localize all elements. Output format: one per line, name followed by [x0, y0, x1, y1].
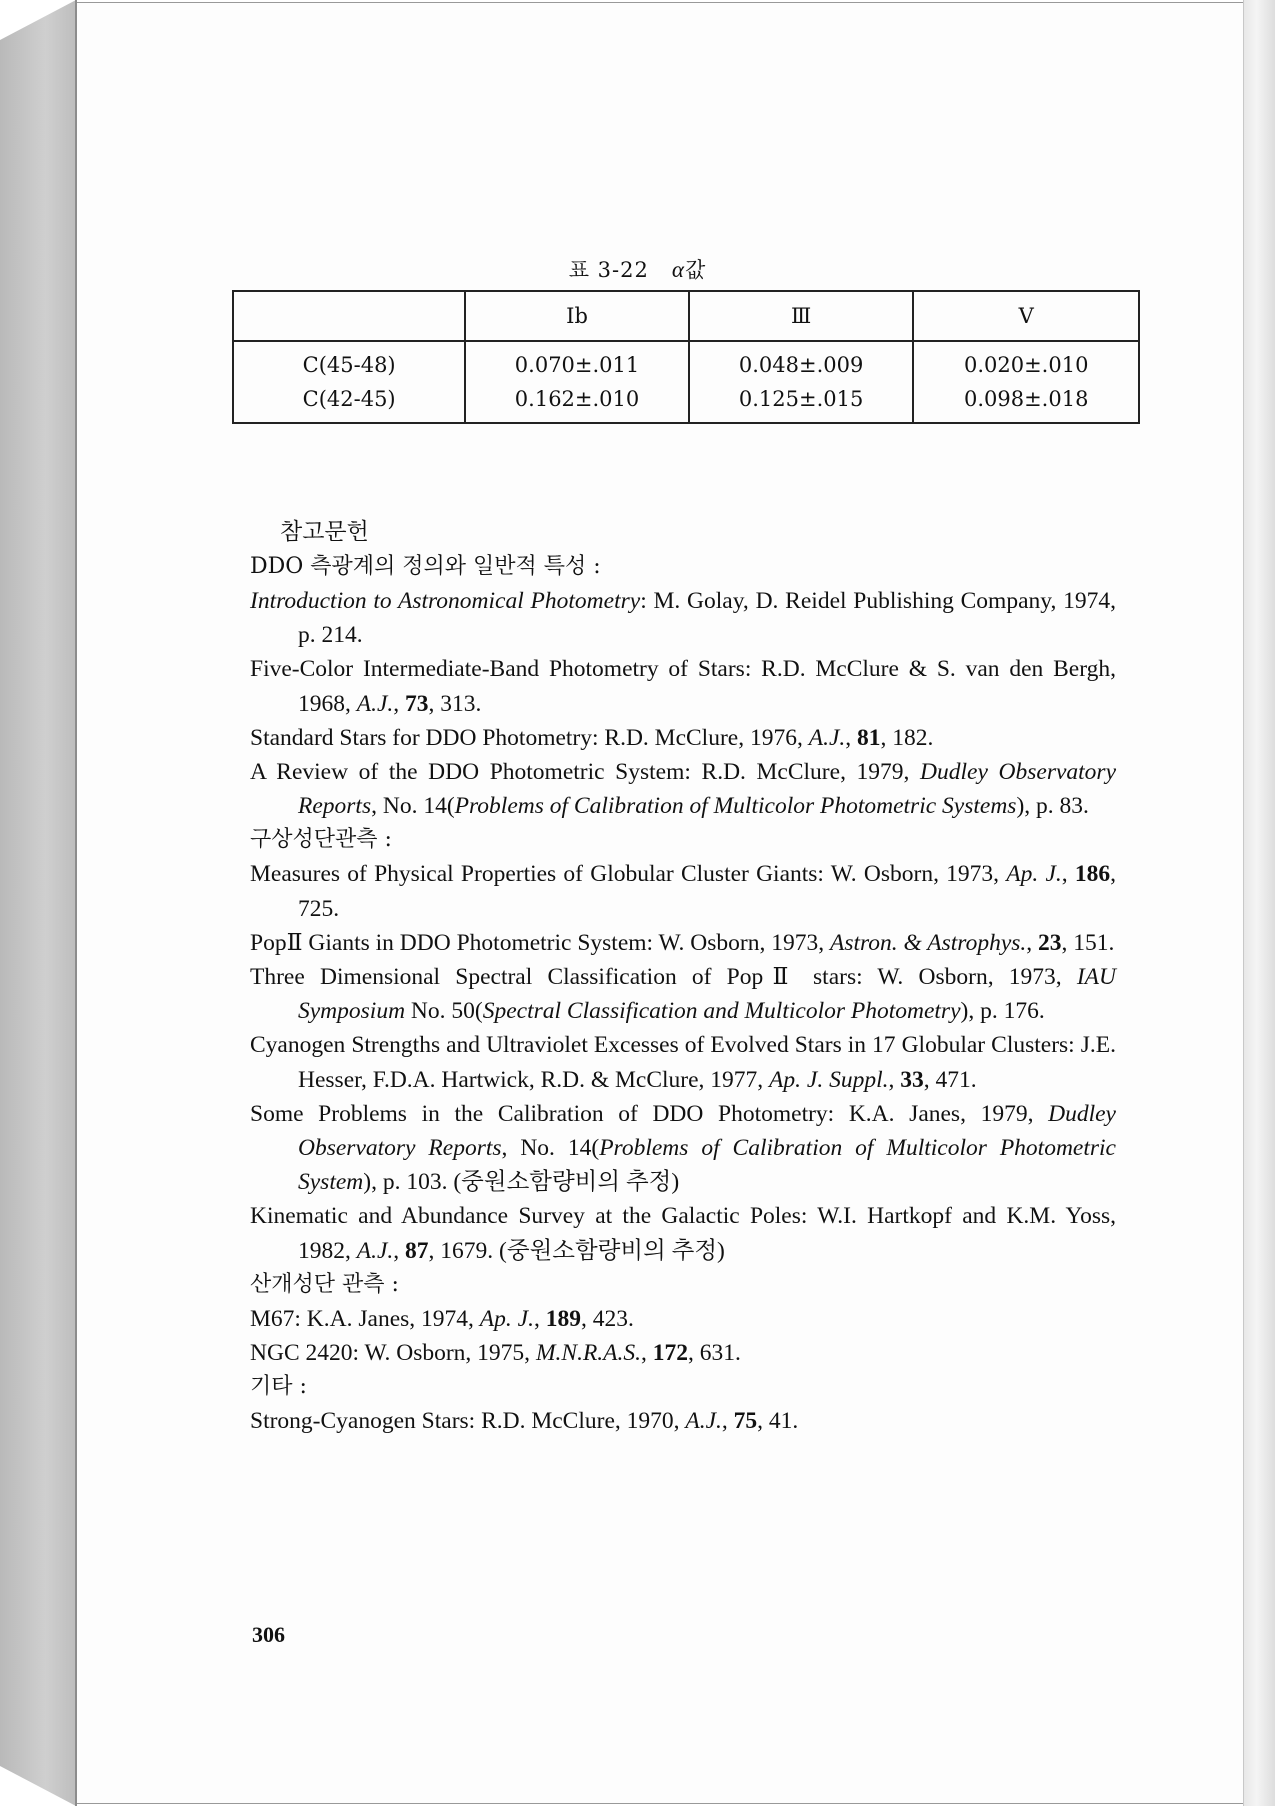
table-caption — [0, 254, 1275, 284]
alpha-value-table — [232, 290, 1140, 424]
table-header-cell: Ib — [465, 291, 689, 341]
section-heading: 구상성단관측 : — [250, 827, 392, 853]
table-cell: C(45-48) — [233, 341, 465, 382]
section-heading: 산개성단 관측 : — [250, 1271, 399, 1297]
table-caption-alpha: α — [671, 257, 685, 282]
table-cell: 0.048±.009 — [689, 341, 914, 382]
reference-entry: PopⅡ Giants in DDO Photometric System: W. Osborn, 1973, Astron. & Astrophys., 23, 151. — [250, 929, 1115, 956]
reference-entry: Five-Color Intermediate-Band Photometry of Stars: R.D. McClure & S. van den Bergh, 1968, A.J., 73, 313. — [250, 656, 1116, 717]
page-number: 306 — [252, 1622, 285, 1647]
table-cell: 0.162±.010 — [465, 382, 689, 423]
table-caption-label: 표 3-22 — [568, 258, 649, 282]
table-cell: C(42-45) — [233, 382, 465, 423]
section-heading: 기타 : — [250, 1374, 307, 1400]
reference-entry: Three Dimensional Spectral Classification of PopⅡ stars: W. Osborn, 1973, IAU Symposium No. 50(Spectral Classification and Multicolor Photometry), p. 176. — [250, 964, 1116, 1025]
table-cell: 0.070±.011 — [465, 341, 689, 382]
references-section — [250, 514, 1116, 1438]
reference-entry: Cyanogen Strengths and Ultraviolet Excesses of Evolved Stars in 17 Globular Clusters: J.E. Hesser, F.D.A. Hartwick, R.D. & McClure, 1977, Ap. J. Suppl., 33, 471. — [250, 1032, 1116, 1093]
table-cell: 0.125±.015 — [689, 382, 914, 423]
table-header-cell: V — [913, 291, 1139, 341]
table-row — [233, 341, 1139, 382]
reference-entry: Measures of Physical Properties of Globular Cluster Giants: W. Osborn, 1973, Ap. J., 186, 725. — [250, 861, 1117, 922]
section-heading: DDO 측광계의 정의와 일반적 특성 : — [250, 554, 601, 579]
table-cell: 0.020±.010 — [913, 341, 1139, 382]
reference-entry: Kinematic and Abundance Survey at the Galactic Poles: W.I. Hartkopf and K.M. Yoss, 1982, A.J., 87, 1679. (중원소함량비의 추정) — [250, 1203, 1116, 1264]
reference-entry: M67: K.A. Janes, 1974, Ap. J., 189, 423. — [250, 1305, 634, 1332]
table-caption-suffix: 값 — [684, 258, 707, 282]
reference-entry: A Review of the DDO Photometric System: R.D. McClure, 1979, Dudley Observatory Reports, No. 14(Problems of Calibration of Multicolor Photometric Systems), p. 83. — [250, 759, 1116, 820]
table-row — [233, 382, 1139, 423]
reference-entry: Introduction to Astronomical Photometry: M. Golay, D. Reidel Publishing Company, 1974, p. 214. — [250, 588, 1116, 649]
table-header-cell — [233, 291, 465, 341]
table-header-cell: Ⅲ — [689, 291, 914, 341]
references-title: 참고문헌 — [280, 519, 369, 545]
table-header-row — [233, 291, 1139, 341]
reference-entry: Standard Stars for DDO Photometry: R.D. McClure, 1976, A.J., 81, 182. — [250, 724, 934, 751]
reference-entry: NGC 2420: W. Osborn, 1975, M.N.R.A.S., 172, 631. — [250, 1340, 741, 1367]
reference-entry: Strong-Cyanogen Stars: R.D. McClure, 1970, A.J., 75, 41. — [250, 1408, 799, 1435]
reference-entry: Some Problems in the Calibration of DDO Photometry: K.A. Janes, 1979, Dudley Observatory Reports, No. 14(Problems of Calibration of Multicolor Photometric System), p. 103. (중원소함량비의 추정) — [250, 1100, 1116, 1196]
table-cell: 0.098±.018 — [913, 382, 1139, 423]
